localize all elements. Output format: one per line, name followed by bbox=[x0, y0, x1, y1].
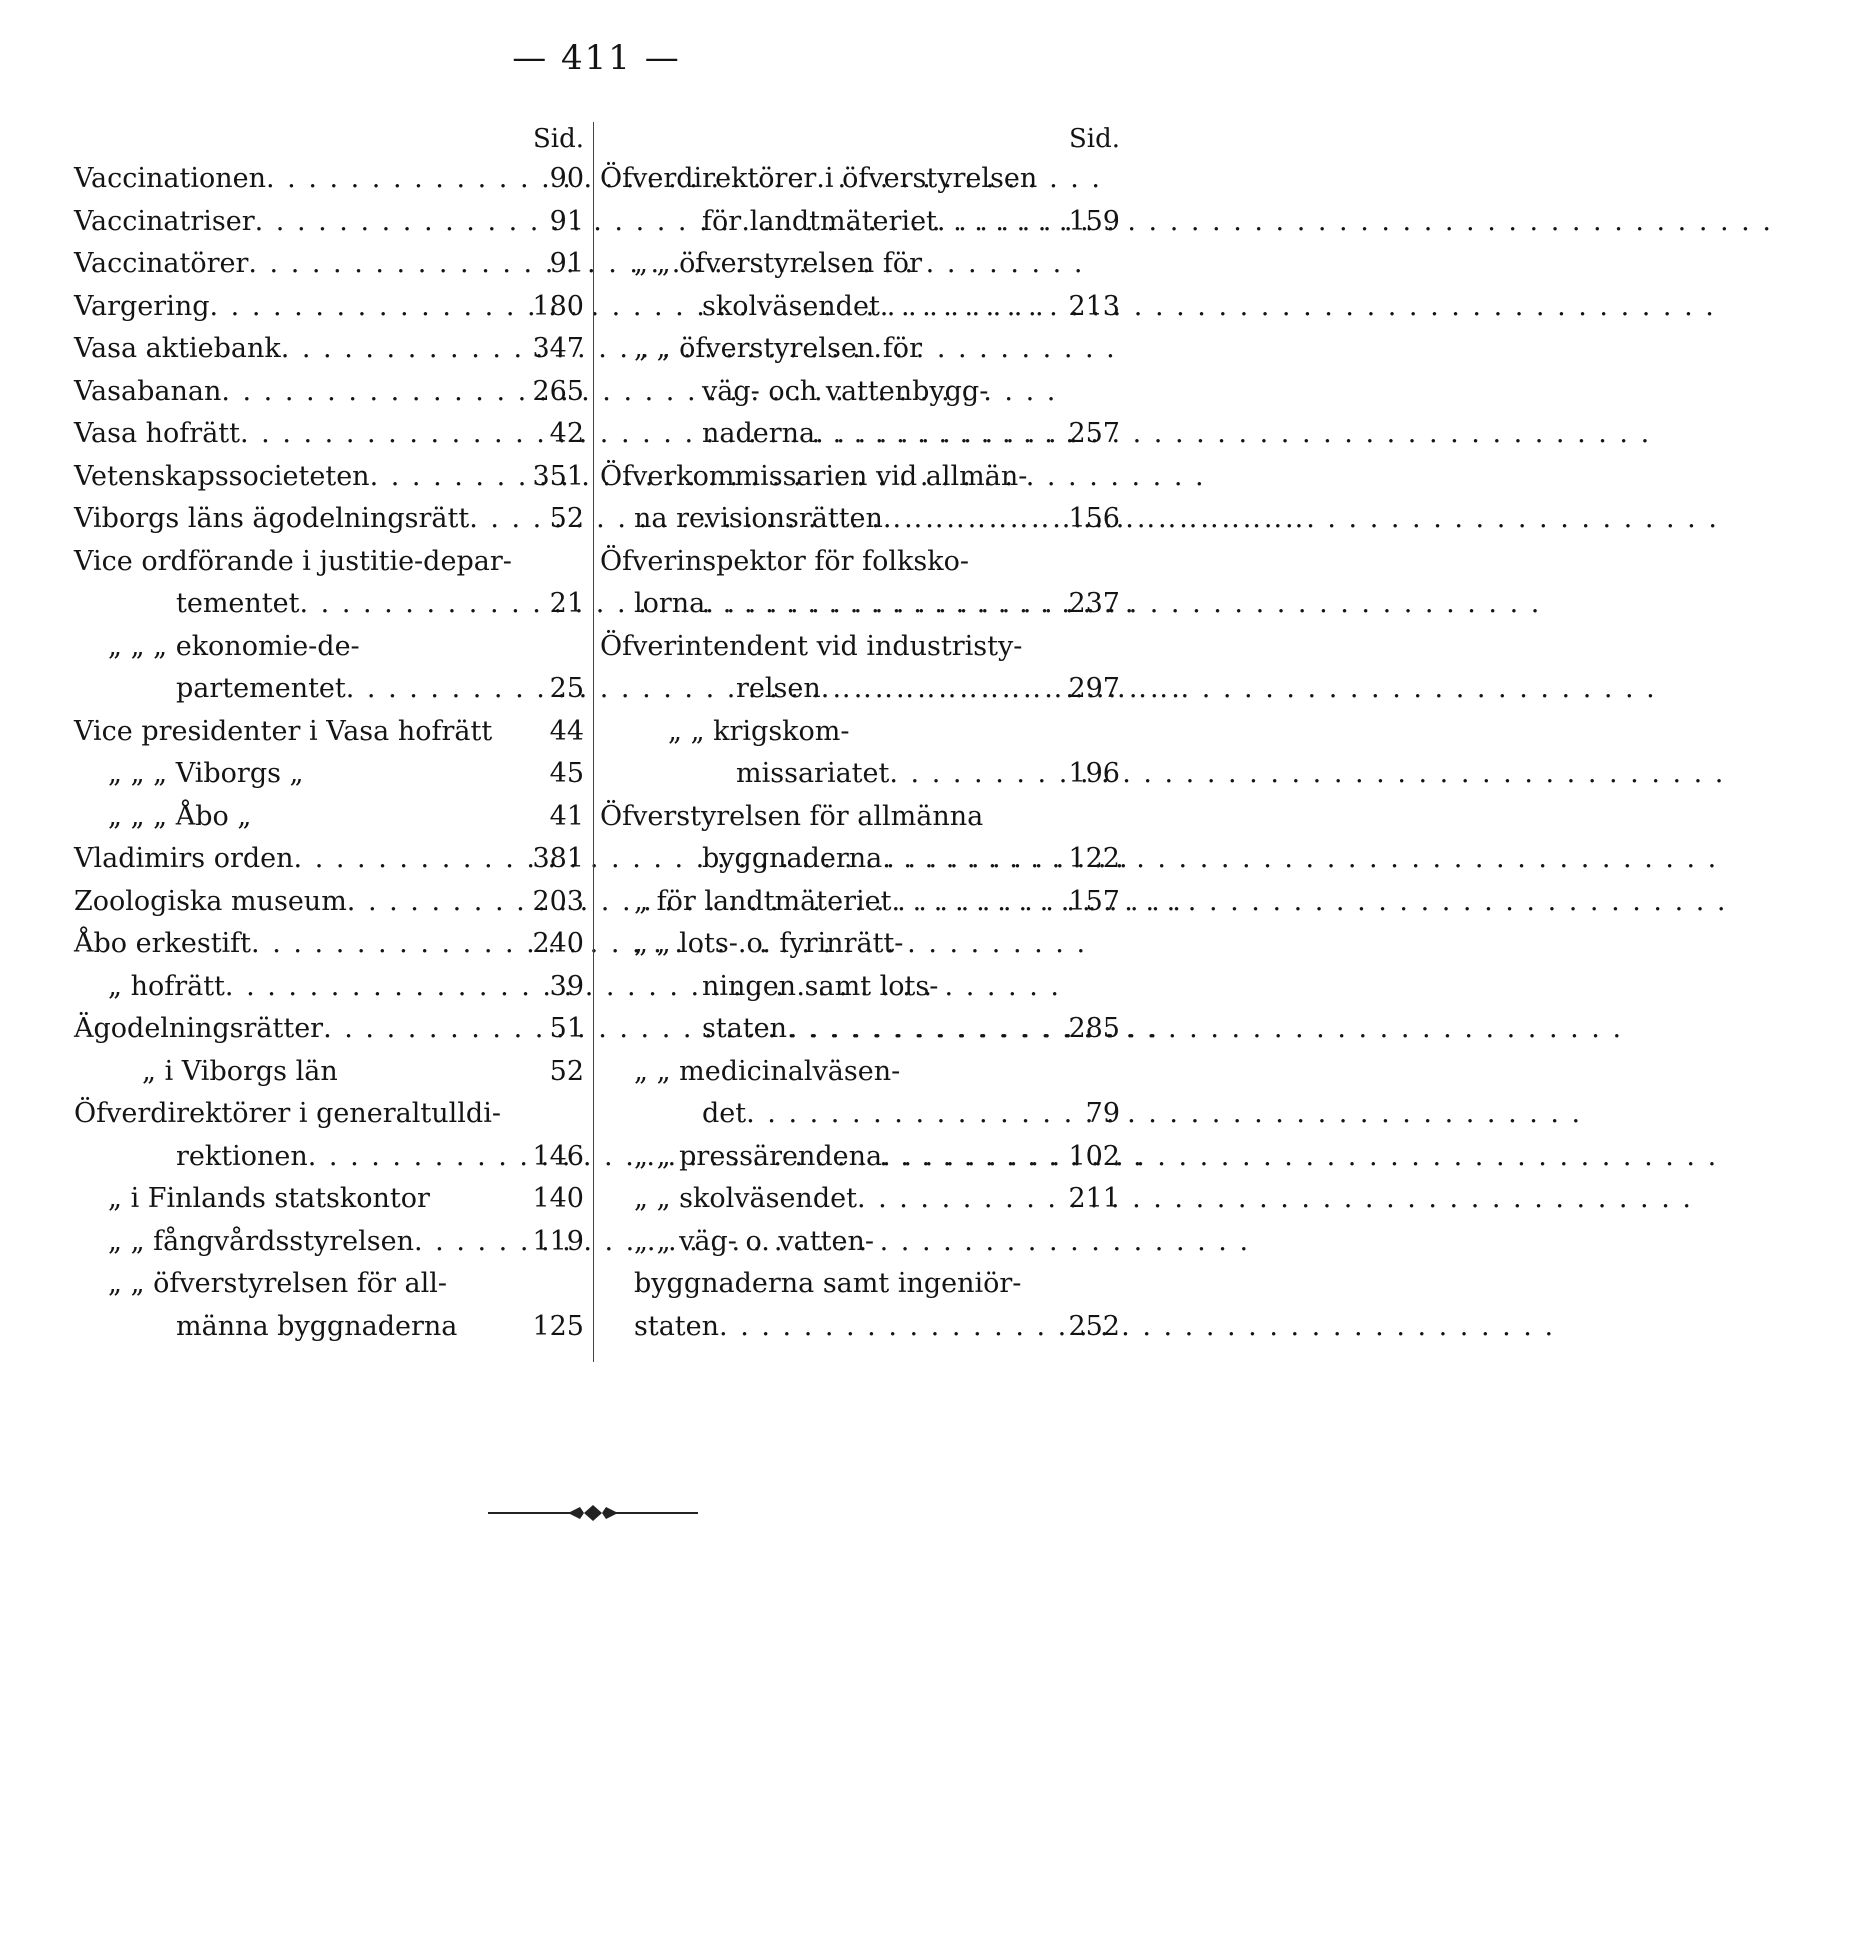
index-entry bbox=[600, 498, 1120, 541]
leader-dots bbox=[821, 668, 1063, 711]
index-entry bbox=[74, 1221, 584, 1264]
index-entry bbox=[74, 583, 584, 626]
index-entry bbox=[74, 541, 584, 584]
index-entry bbox=[74, 158, 584, 201]
index-entry bbox=[74, 966, 584, 1009]
leader-dots bbox=[746, 1093, 1080, 1136]
index-entry bbox=[74, 1051, 584, 1094]
index-entry-page: 42 bbox=[549, 418, 584, 449]
leader-dots bbox=[294, 838, 527, 881]
index-entry bbox=[74, 753, 584, 796]
index-entry-page: 196 bbox=[1068, 758, 1120, 789]
index-entry bbox=[74, 1136, 584, 1179]
index-entry-text: Vaccinatörer bbox=[74, 248, 249, 279]
index-entry-text: Vaccinatriser bbox=[74, 205, 255, 237]
index-entry bbox=[600, 201, 1120, 244]
index-entry-text: „ i Viborgs län bbox=[142, 1055, 338, 1087]
index-entry-text: staten bbox=[634, 1310, 720, 1342]
index-entry-text: Öfverintendent vid industristy- bbox=[600, 630, 1023, 662]
index-entry-page: 44 bbox=[549, 715, 584, 747]
leader-dots bbox=[347, 881, 527, 924]
index-entry bbox=[600, 371, 1120, 414]
index-entry-page: 91 bbox=[549, 248, 584, 279]
index-entry-text: „ „ lots- o. fyrinrätt- bbox=[634, 928, 904, 959]
index-entry-page: 119 bbox=[532, 1225, 584, 1257]
index-entry-text: „ „ medicinalväsen- bbox=[634, 1055, 901, 1087]
leader-dots bbox=[882, 838, 1062, 881]
leader-dots bbox=[882, 1136, 1062, 1179]
leader-dots bbox=[815, 413, 1062, 456]
index-entry-text: Ägodelningsrätter bbox=[74, 1013, 324, 1044]
leader-dots bbox=[857, 1178, 1063, 1221]
index-entry-page: 91 bbox=[549, 205, 584, 237]
index-entry-page: 39 bbox=[549, 970, 584, 1002]
index-entry bbox=[74, 201, 584, 244]
leader-dots bbox=[266, 158, 544, 201]
index-entry-page: 79 bbox=[1085, 1098, 1120, 1129]
index-entry-text: Vaccinationen bbox=[74, 163, 266, 194]
index-entry bbox=[74, 1093, 584, 1136]
index-entry bbox=[600, 668, 1120, 711]
index-entry-page: 347 bbox=[532, 333, 584, 364]
index-entry-text: Öfverinspektor för folksko- bbox=[600, 545, 969, 577]
index-entry bbox=[74, 456, 584, 499]
index-entry bbox=[600, 1306, 1120, 1349]
index-entry-page: 265 bbox=[532, 375, 584, 407]
index-entry bbox=[600, 1008, 1120, 1051]
index-entry-text: na revisionsrätten bbox=[634, 503, 883, 534]
index-entry-page: 146 bbox=[532, 1140, 584, 1172]
index-entry bbox=[600, 1093, 1120, 1136]
index-entry bbox=[74, 923, 584, 966]
index-entry bbox=[74, 1263, 584, 1306]
index-entry-text: „ „ öfverstyrelsen för all- bbox=[108, 1268, 448, 1299]
index-entry bbox=[600, 711, 1120, 754]
leader-dots bbox=[787, 1008, 1062, 1051]
index-entry-page: 52 bbox=[549, 503, 584, 534]
index-entry-page: 157 bbox=[1068, 885, 1120, 917]
index-entry bbox=[74, 1306, 584, 1349]
index-entry-text: „ „ öfverstyrelsen för bbox=[634, 333, 922, 364]
leader-dots bbox=[240, 413, 544, 456]
leader-dots bbox=[221, 371, 526, 414]
leader-dots bbox=[323, 1008, 544, 1051]
index-entry bbox=[600, 243, 1120, 286]
leader-dots bbox=[299, 583, 543, 626]
index-entry-text: staten bbox=[702, 1013, 788, 1044]
leader-dots bbox=[937, 201, 1063, 244]
index-entry-text: skolväsendet bbox=[702, 290, 880, 322]
index-entry-text: Zoologiska museum bbox=[74, 885, 347, 917]
index-entry-text: „ „ krigskom- bbox=[668, 715, 850, 747]
index-entry bbox=[74, 881, 584, 924]
index-entry-text: lorna bbox=[634, 588, 706, 619]
index-entry-page: 90 bbox=[549, 163, 584, 194]
index-entry bbox=[600, 1221, 1120, 1264]
index-entry bbox=[74, 1178, 584, 1221]
page-number: — 411 — bbox=[512, 38, 681, 78]
index-entry-text: „ i Finlands statskontor bbox=[108, 1183, 430, 1214]
index-entry-text: Viborgs läns ägodelningsrätt bbox=[74, 503, 470, 534]
index-entry-page: 211 bbox=[1068, 1183, 1120, 1214]
index-entry-page: 52 bbox=[549, 1055, 584, 1087]
index-entry-page: 21 bbox=[549, 588, 584, 619]
index-entry bbox=[600, 838, 1120, 881]
index-entry bbox=[600, 796, 1120, 839]
leader-dots bbox=[225, 966, 544, 1009]
leader-dots bbox=[210, 286, 527, 329]
index-entry-page: 213 bbox=[1068, 290, 1120, 322]
index-entry bbox=[600, 541, 1120, 584]
leader-dots bbox=[880, 286, 1063, 329]
index-entry-page: 180 bbox=[532, 290, 584, 322]
index-entry bbox=[600, 583, 1120, 626]
index-entry bbox=[600, 881, 1120, 924]
index-entry-page: 237 bbox=[1068, 588, 1120, 619]
index-entry-text: byggnaderna samt ingeniör- bbox=[634, 1268, 1022, 1299]
index-entry-text: Vargering bbox=[74, 290, 210, 322]
index-entry bbox=[74, 1008, 584, 1051]
index-entry bbox=[600, 328, 1120, 371]
index-entry bbox=[74, 371, 584, 414]
index-entry bbox=[74, 626, 584, 669]
index-entry-text: väg- och vattenbygg- bbox=[702, 375, 989, 407]
column-divider bbox=[593, 122, 594, 1362]
leader-dots bbox=[883, 498, 1063, 541]
index-entry bbox=[600, 1136, 1120, 1179]
index-entry-page: 122 bbox=[1068, 843, 1120, 874]
index-entry-text: Åbo erkestift bbox=[74, 928, 252, 959]
index-entry-page: 41 bbox=[549, 800, 584, 832]
index-entry bbox=[600, 1263, 1120, 1306]
index-entry-text: Öfverdirektörer i öfverstyrelsen bbox=[600, 163, 1038, 194]
index-entry-page: 159 bbox=[1068, 205, 1120, 237]
index-entry-text: „ „ fångvårdsstyrelsen bbox=[108, 1225, 415, 1257]
index-entry-text: Vasa hofrätt bbox=[74, 418, 240, 449]
index-entry-text: naderna bbox=[702, 418, 816, 449]
index-column-left bbox=[74, 120, 584, 1348]
index-entry-text: „ „ „ ekonomie-de- bbox=[108, 630, 360, 662]
column-header-sid: Sid. bbox=[532, 124, 584, 154]
index-entry-page: 285 bbox=[1068, 1013, 1120, 1044]
index-entry-text: relsen bbox=[736, 673, 821, 704]
index-entry-text: „ „ „ Åbo „ bbox=[108, 800, 252, 832]
index-entry bbox=[74, 243, 584, 286]
index-entry bbox=[74, 498, 584, 541]
index-entry-page: 102 bbox=[1068, 1140, 1120, 1172]
index-entry-text: männa byggnaderna bbox=[176, 1310, 458, 1342]
index-entry bbox=[74, 413, 584, 456]
index-entry-page: 252 bbox=[1068, 1310, 1120, 1342]
index-entry-text: „ hofrätt bbox=[108, 970, 225, 1002]
index-entry-page: 297 bbox=[1068, 673, 1120, 704]
index-entry bbox=[74, 668, 584, 711]
index-entry-text: Vice presidenter i Vasa hofrätt bbox=[74, 715, 493, 747]
index-column-right bbox=[600, 120, 1120, 1348]
index-entry-text: „ „ väg- o. vatten- bbox=[634, 1225, 874, 1257]
index-entry bbox=[600, 923, 1120, 966]
index-entry-text: Vetenskapssocieteten bbox=[74, 460, 370, 492]
index-entry-page: 203 bbox=[532, 885, 584, 917]
leader-dots bbox=[469, 498, 543, 541]
index-entry-text: Vasabanan bbox=[74, 375, 222, 407]
index-entry bbox=[600, 1178, 1120, 1221]
index-entries-left bbox=[74, 158, 584, 1348]
leader-dots bbox=[719, 1306, 1062, 1349]
index-entry-text: Vasa aktiebank bbox=[74, 333, 281, 364]
leader-dots bbox=[248, 243, 543, 286]
index-entry bbox=[600, 966, 1120, 1009]
index-entry bbox=[74, 711, 584, 754]
index-entry bbox=[600, 158, 1120, 201]
end-ornament-icon bbox=[488, 1502, 698, 1524]
index-entry-text: „ „ pressärendena bbox=[634, 1140, 883, 1172]
index-entry-text: „ „ „ Viborgs „ bbox=[108, 758, 304, 789]
index-entry bbox=[74, 838, 584, 881]
index-entry bbox=[600, 413, 1120, 456]
index-entry-text: Vice ordförande i justitie-depar- bbox=[74, 545, 512, 577]
index-entry-text: Öfverkommissarien vid allmän- bbox=[600, 460, 1028, 492]
leader-dots bbox=[891, 881, 1062, 924]
index-entry-text: Öfverdirektörer i generaltulldi- bbox=[74, 1098, 501, 1129]
column-header-sid: Sid. bbox=[1068, 124, 1120, 154]
index-entry bbox=[600, 456, 1120, 499]
index-entry-page: 351 bbox=[532, 460, 584, 492]
index-entry-text: Vladimirs orden bbox=[74, 843, 294, 874]
index-entry bbox=[600, 753, 1120, 796]
index-entry-text: „ „ skolväsendet bbox=[634, 1183, 857, 1214]
index-entry-page: 45 bbox=[549, 758, 584, 789]
index-entry-text: tementet bbox=[176, 588, 300, 619]
leader-dots bbox=[889, 753, 1062, 796]
index-entry-text: för landtmäteriet bbox=[702, 205, 937, 237]
index-entry-page: 381 bbox=[532, 843, 584, 874]
index-entry bbox=[74, 328, 584, 371]
leader-dots bbox=[370, 456, 527, 499]
leader-dots bbox=[705, 583, 1062, 626]
index-entry-text: det bbox=[702, 1098, 747, 1129]
index-entry-text: „ för landtmäteriet bbox=[634, 885, 892, 917]
index-entry-text: ningen samt lots- bbox=[702, 970, 939, 1002]
index-entry bbox=[600, 626, 1120, 669]
index-entry-page: 257 bbox=[1068, 418, 1120, 449]
index-entry bbox=[74, 796, 584, 839]
leader-dots bbox=[308, 1136, 527, 1179]
index-entry-page: 25 bbox=[549, 673, 584, 704]
index-entries-right bbox=[600, 158, 1120, 1348]
index-entry bbox=[600, 286, 1120, 329]
leader-dots bbox=[346, 668, 544, 711]
leader-dots bbox=[281, 328, 527, 371]
index-entry-text: missariatet bbox=[736, 758, 890, 789]
index-entry-page: 125 bbox=[532, 1310, 584, 1342]
leader-dots bbox=[255, 201, 544, 244]
index-entry bbox=[74, 286, 584, 329]
index-entry-text: Öfverstyrelsen för allmänna bbox=[600, 800, 984, 832]
index-entry-text: „ „ öfverstyrelsen för bbox=[634, 248, 922, 279]
index-entry-text: rektionen bbox=[176, 1140, 308, 1172]
index-entry-page: 51 bbox=[549, 1013, 584, 1044]
leader-dots bbox=[414, 1221, 526, 1264]
leader-dots bbox=[251, 923, 526, 966]
index-entry-page: 240 bbox=[532, 928, 584, 959]
index-entry-text: byggnaderna bbox=[702, 843, 883, 874]
index-entry-text: partementet bbox=[176, 673, 346, 704]
index-entry bbox=[600, 1051, 1120, 1094]
index-entry-page: 156 bbox=[1068, 503, 1120, 534]
index-entry-page: 140 bbox=[532, 1183, 584, 1214]
